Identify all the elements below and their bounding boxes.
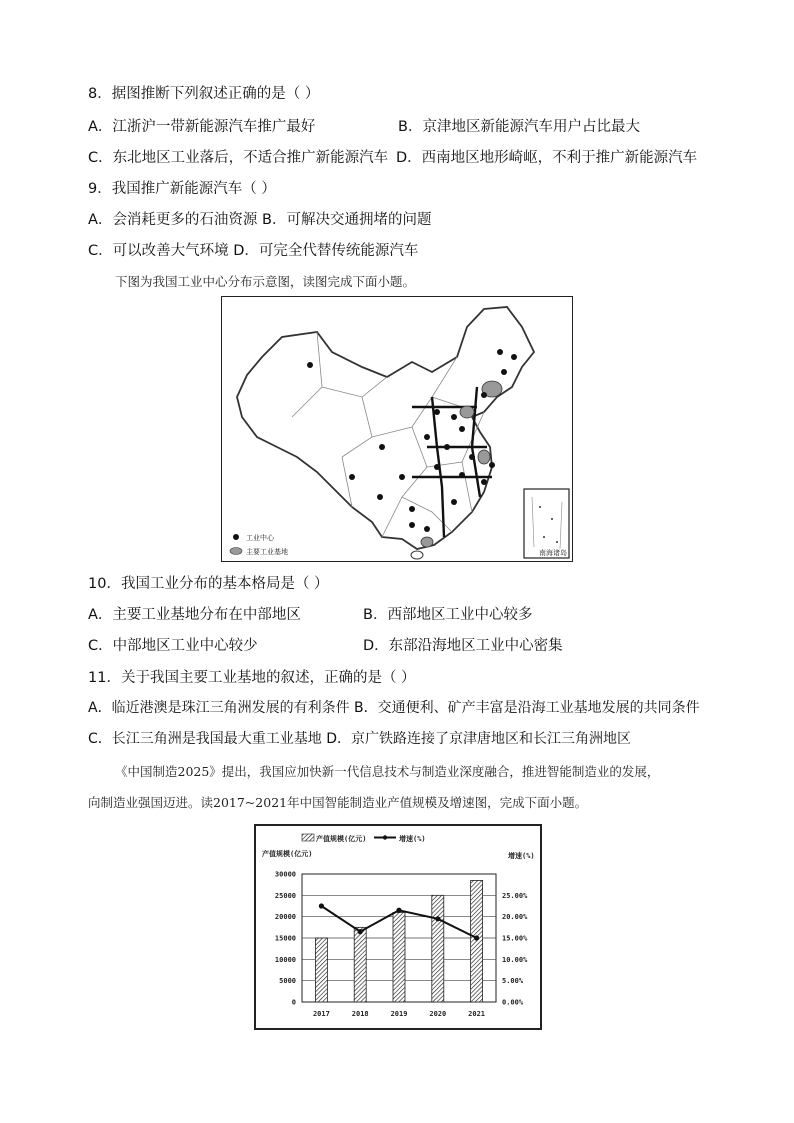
y-tick-label: 30000 (274, 870, 296, 879)
legend-bar-swatch (302, 834, 314, 841)
y-axis-label: 产值规模(亿元) (262, 850, 313, 858)
legend-series-line: 增速(%) (399, 835, 426, 843)
y2-tick-label: 25.00% (502, 891, 528, 900)
q8-option-d: D．西南地区地形崎岖，不利于推广新能源汽车 (396, 150, 698, 166)
q8-option-a: A．江浙沪一带新能源汽车推广最好 (88, 119, 316, 135)
q10-option-a: A．主要工业基地分布在中部地区 (88, 607, 301, 623)
growth-point-2021 (474, 935, 479, 940)
growth-point-2017 (319, 903, 324, 908)
china-outline (237, 307, 534, 549)
y-tick-label: 15000 (274, 934, 296, 943)
q10-option-b: B．西部地区工业中心较多 (363, 607, 533, 623)
industrial-base-zhujiang (421, 537, 433, 547)
hainan-island (411, 551, 423, 559)
y2-tick-label: 20.00% (502, 913, 528, 922)
chart-intro-line2: 向制造业强国迈进。读2017~2021年中国智能制造业产值规模及增速图，完成下面小题。 (88, 795, 588, 810)
q11-stem: 11．关于我国主要工业基地的叙述，正确的是（ ） (88, 670, 416, 686)
q9-options-cd: C．可以改善大气环境 D．可完全代替传统能源汽车 (88, 243, 419, 259)
x-tick-label: 2020 (429, 1010, 447, 1018)
map-intro: 下图为我国工业中心分布示意图，读图完成下面小题。 (115, 274, 416, 289)
q11-options-ab: A．临近港澳是珠江三角洲发展的有利条件 B．交通便利、矿产丰富是沿海工业基地发展的共同条件 (88, 700, 700, 716)
q9-stem: 9．我国推广新能源汽车（ ） (88, 181, 276, 197)
china-map-graphic (222, 297, 571, 560)
y2-tick-label: 15.00% (502, 934, 528, 943)
bar-2017 (315, 938, 327, 1002)
industrial-base-changjiang (478, 450, 490, 464)
y-tick-label: 25000 (274, 891, 296, 900)
y2-tick-label: 10.00% (502, 955, 528, 964)
legend-industrial-base: 主要工业基地 (246, 548, 288, 556)
chart-intro-line1: 《中国制造2025》提出，我国应加快新一代信息技术与制造业深度融合，推进智能制造业的发展， (115, 764, 660, 779)
chart-svg (256, 826, 540, 1028)
q8-option-b: B．京津地区新能源汽车用户占比最大 (398, 119, 640, 135)
y2-tick-label: 5.00% (502, 977, 524, 986)
q8-option-c: C．东北地区工业落后，不适合推广新能源汽车 (88, 150, 389, 166)
bar-2020 (432, 895, 444, 1002)
x-tick-label: 2017 (312, 1010, 330, 1018)
south-china-sea-inset (524, 489, 569, 558)
y-tick-label: 10000 (274, 955, 296, 964)
bar-2019 (393, 912, 405, 1002)
bar-2021 (471, 880, 483, 1002)
inset-label: 南海诸岛 (539, 549, 567, 557)
industrial-base-jingjintang (460, 406, 474, 418)
legend-industrial-center: 工业中心 (246, 534, 274, 542)
y2-tick-label: 0.00% (502, 998, 524, 1007)
y-tick-label: 0 (291, 998, 296, 1007)
growth-point-2020 (435, 916, 440, 921)
q9-options-ab: A．会消耗更多的石油资源 B．可解决交通拥堵的问题 (88, 212, 432, 228)
industrial-centers-map (221, 296, 573, 562)
growth-point-2019 (396, 908, 401, 913)
q10-option-d: D．东部沿海地区工业中心密集 (363, 638, 563, 654)
growth-point-2018 (358, 929, 363, 934)
q10-option-c: C．中部地区工业中心较少 (88, 638, 258, 654)
q11-options-cd: C．长江三角洲是我国最大重工业基地 D．京广铁路连接了京津唐地区和长江三角洲地区 (88, 731, 632, 747)
legend-center-dot (233, 534, 239, 540)
x-tick-label: 2021 (468, 1010, 486, 1018)
legend-base-swatch (230, 548, 242, 555)
x-tick-label: 2019 (390, 1010, 408, 1018)
y2-axis-label: 增速(%) (508, 852, 535, 860)
y-tick-label: 5000 (279, 977, 296, 986)
legend-series-bar: 产值规模(亿元) (316, 835, 367, 843)
y-tick-label: 20000 (274, 913, 296, 922)
x-tick-label: 2018 (351, 1010, 369, 1018)
q8-stem: 8．据图推断下列叙述正确的是（ ） (88, 86, 320, 102)
smart-manufacturing-chart (254, 824, 542, 1030)
bar-2018 (354, 927, 366, 1002)
q10-stem: 10．我国工业分布的基本格局是（ ） (88, 576, 329, 592)
